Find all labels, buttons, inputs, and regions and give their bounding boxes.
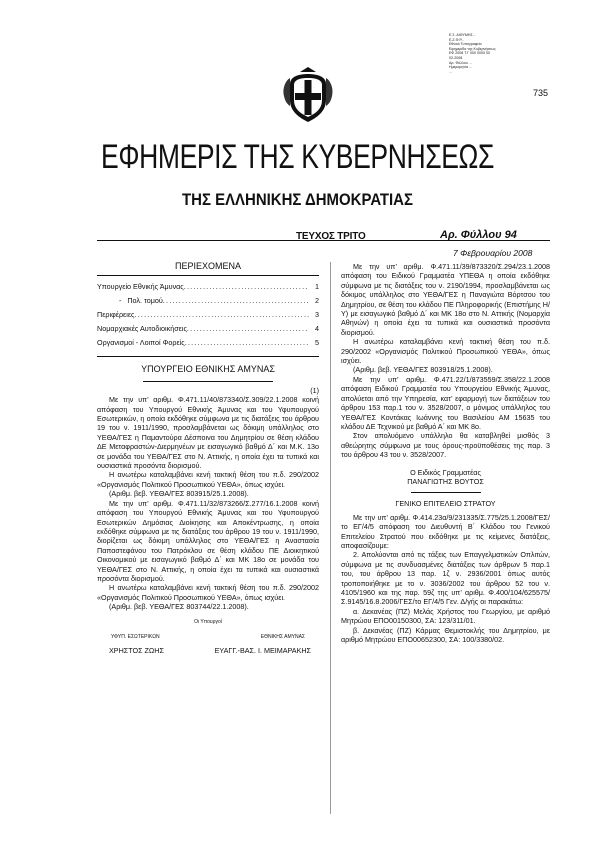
paragraph: Με την υπ’ αριθμ. Φ.414.23α/9/231335/Σ.775/25.1.2008/ΓΕΣ/το ΕΓ/4/5 απόφαση του Διευθυντή Β΄ Κλάδου του Γενικού Επιτελείου Στρατού που εκδόθηκε με τις κείμενες διατάξεις, αποφασίζουμε: (341, 512, 550, 550)
stamp-line: Ε.Σ. ΑΙΘΥΜΗΣ... (449, 33, 476, 37)
toc-item[interactable]: Οργανισμοί - Λοιποί Φορείς ..... 5 (97, 336, 319, 350)
stamp-line: Ε.Ζ.Φ.Ρ... (449, 37, 465, 42)
paragraph: Με την υπ’ αριθμ. Φ.471.11/40/873340/Σ.309/22.1.2008 κοινή απόφαση του Υπουργού Εθνικής Άμυνας και του Υφυπουργού Εσωτερικών, η οποία εκδόθηκε σύμφωνα με τις διατάξεις του άρθρου 19 του ν. 1911/1990, προσλαμβάνεται ως δόκιμη υπάλληλος στο ΥΕΘΑ/ΓΕΣ η Παμαντούρα Δέσποινα του Δημητρίου σε θέση κλάδου ΔΕ Μεταφραστών-Διερμηνέων με εισαγωγικό βαθμό Δ΄ και Μ.Κ. 13ο σε μονάδα του ΥΕΘΑ/ΓΕΣ στο Ν. Αττικής, η οποία έχει τα τυπικά και ουσιαστικά προσόντα διορισμού. (97, 395, 319, 471)
paragraph: Η ανωτέρω καταλαμβάνει κενή τακτική θέση του π.δ. 290/2002 «Οργανισμός Πολιτικού Προσωπικού ΥΕΘΑ», όπως ισχύει. (97, 470, 319, 489)
paragraph: β. Δεκανέας (ΠΖ) Κάρμας Θεμιστοκλής του Δημητρίου, με αριθμό Μητρώου ΕΠΟ00652300, ΣΑ: 100/3380/02. (341, 625, 550, 645)
paragraph: (Αριθμ. βεβ. ΥΕΘΑ/ΓΕΣ 803918/25.1.2008). (353, 365, 493, 375)
ministry-heading: ΥΠΟΥΡΓΕΙΟ ΕΘΝΙΚΗΣ ΑΜΥΝΑΣ (141, 364, 275, 375)
paragraph: α. Δεκανέας (ΠΖ) Μελάς Χρήστος του Γεωργίου, με αριθμό Μητρώου ΕΠΟ00150300, ΣΑ: 123/311/01. (341, 606, 550, 626)
toc-top-rule (97, 275, 319, 276)
toc-title: ΠΕΡΙΕΧΟΜΕΝΑ (174, 261, 241, 271)
stamp-line: Εθνικό Τυπογραφείο (449, 42, 482, 47)
issue-date: 7 Φεβρουαρίου 2008 (453, 248, 533, 258)
stamp-line: ... (449, 69, 452, 74)
stamp-line: ΕΦ 2008 Τ.Γ 000 0000 00 (449, 51, 490, 56)
staff-heading: ΓΕΝΙΚΟ ΕΠΙΤΕΛΕΙΟ ΣΤΡΑΤΟΥ (395, 499, 496, 509)
gazette-subtitle: ΤΗΣ ΕΛΛΗΝΙΚΗΣ ΔΗΜΟΚΡΑΤΙΑΣ (182, 190, 413, 209)
page-number: 735 (533, 88, 549, 98)
stamp-line: Αρ. Φύλλου ... (449, 60, 472, 65)
paragraph: Η ανωτέρω καταλαμβάνει κενή τακτική θέση του π.δ. 290/2002 «Οργανισμός Πολιτικού Προσωπικού ΥΕΘΑ», όπως ισχύει. (341, 337, 550, 366)
signer-names: ΧΡΗΣΤΟΣ ΖΩΗΣ ΕΥΑΓΓ.-ΒΑΣ. Ι. ΜΕΙΜΑΡΑΚΗΣ (109, 646, 311, 656)
left-column (97, 262, 319, 656)
signer-title: Ο Ειδικός Γραμματέας (410, 467, 481, 477)
signer-titles: ΥΦΥΠ. ΕΣΩΤΕΡΙΚΩΝ ΕΘΝΙΚΗΣ ΑΜΥΝΑΣ (111, 633, 305, 640)
paragraph: (Αριθμ. βεβ. ΥΕΘΑ/ΓΕΣ 803744/22.1.2008). (109, 602, 249, 612)
section-divider (411, 492, 481, 493)
paragraph: 2. Απολύονται από τις τάξεις των Επαγγελματικών Οπλιτών, σύμφωνα με τις συνδυασμένες διατάξεις των άρθρων 5 παρ.1 του, του άρθρου 13 παρ. 1ζ ν. 2936/2001 όπως αυτός τροποποιήθηκε με το ν. 3036/2002 του άρθρου 52 του ν. 4105/1960 και της παρ. 59ζ της υπ’ αριθμ. Φ.400/104/625575/Σ.9145/16.8.2006/ΓΕΣ/το ΕΓ/4/5 Γεν. Δ/γής οι παρακάτω: (341, 550, 550, 607)
paragraph: Με την υπ’ αριθμ. Φ.471.11/32/873266/Σ.277/16.1.2008 κοινή απόφαση του Υπουργού Εθνικής Άμυνας και του Υφυπουργού Εσωτερικών Δημόσιας Διοίκησης και Αποκέντρωσης, η οποία εκδόθηκε σύμφωνα με τις διατάξεις του άρθρου 19 του ν. 1911/1990, διορίζεται ως δόκιμη υπάλληλος στο ΥΕΘΑ/ΓΕΣ η Αναστασία Παπαστεφάνου του Πατρόκλου σε θέση κλάδου ΠΕ Διοικητικού Οικονομικού με εισαγωγικό βαθμό Δ΄ και ΜΚ 18ο σε μονάδα του ΥΕΘΑ/ΓΕΣ στο Ν. Αττικής, η οποία έχει τα τυπικά και ουσιαστικά προσόντα διορισμού. (97, 498, 319, 583)
toc-item[interactable]: Νομαρχιακές Αυτοδιοικήσεις ..... 4 (97, 322, 319, 336)
heading-underline (143, 381, 273, 382)
sheet-value: 94 (504, 229, 517, 241)
greek-coat-of-arms-icon (282, 66, 334, 124)
sheet-number (440, 229, 517, 241)
paragraph: (Αριθμ. βεβ. ΥΕΘΑ/ΓΕΣ 803915/25.1.2008). (109, 489, 249, 499)
paragraph: Με την υπ’ αριθμ. Φ.471.22/1/873559/Σ.358/22.1.2008 απόφαση Ειδικού Γραμματέα του Υπουργείου Εθνικής Άμυνας, απολύεται από την Υπηρεσία, κατ’ εφαρμογή των διατάξεων του άρθρου 153 παρ.1 του ν. 3528/2007, ο μόνιμος υπάλληλος του ΥΕΘΑ/ΓΕΣ Κοντάκας Ιωάννης του Βασιλείου ΑΜ 15635 του κλάδου ΔΕ Τεχνικού με βαθμό Α΄ και ΜΚ 8ο. (341, 374, 550, 431)
paragraph: Με την υπ’ αριθμ. Φ.471.11/39/873320/Σ.294/23.1.2008 απόφαση του Ειδικού Γραμματέα ΥΠΕΘΑ η οποία εκδόθηκε σύμφωνα με τις διατάξεις του ν. 2190/1994, προσλαμβάνεται ως δόκιμος υπάλληλος στο ΥΕΘΑ/ΓΕΣ η Παναγιώτα Βόρτσου του Δημητρίου, σε θέση του κλάδου ΠΕ Πληροφορικής (Επιστήμης Η/Υ) με εισαγωγικό βαθμό Δ΄ και ΜΚ 18ο στο Ν. Αττικής (Νομαρχία Αθηνών) η οποία έχει τα τυπικά και ουσιαστικά προσόντα διορισμού. (341, 262, 550, 337)
paragraph: Η ανωτέρω καταλαμβάνει κενή τακτική θέση του π.δ. 290/2002 «Οργανισμός Πολιτικού Προσωπικού ΥΕΘΑ», όπως ισχύει. (97, 583, 319, 602)
toc-item[interactable]: - Πολ. τομού ..... 2 (97, 294, 319, 308)
sheet-label: Αρ. Φύλλου (440, 229, 502, 241)
right-column (341, 262, 550, 644)
toc-item[interactable]: Περιφέρειες ..... 3 (97, 308, 319, 322)
publication-stamp (449, 33, 549, 74)
stamp-line: Εφημερίδα της Κυβερνήσεως (449, 46, 496, 51)
stamp-line: 02-2008 (449, 55, 463, 60)
paragraph: Στον απολυόμενο υπάλληλο θα καταβληθεί μισθός 3 αθεώρητης σύμφωνα με τους όρους-προϋποθέσεις της παρ. 3 του άρθρου 43 του ν. 3528/2007. (341, 431, 550, 460)
column-divider (330, 262, 331, 814)
section-marker: (1) (310, 385, 319, 395)
signers-caption: Οι Υπουργοί (194, 618, 222, 625)
toc-item[interactable]: Υπουργείο Εθνικής Άμυνας ..... 1 (97, 280, 319, 294)
toc-bottom-rule (97, 356, 319, 357)
issue-label: ΤΕΥΧΟΣ ΤΡΙΤΟ (296, 231, 366, 242)
signer-name: ΠΑΝΑΓΙΩΤΗΣ ΒΟΥΤΟΣ (407, 476, 484, 486)
gazette-title: ΕΦΗΜΕΡΙΣ ΤΗΣ ΚΥΒΕΡΝΗΣΕΩΣ (101, 138, 494, 176)
stamp-line: Ημερομηνία ... (449, 65, 473, 70)
